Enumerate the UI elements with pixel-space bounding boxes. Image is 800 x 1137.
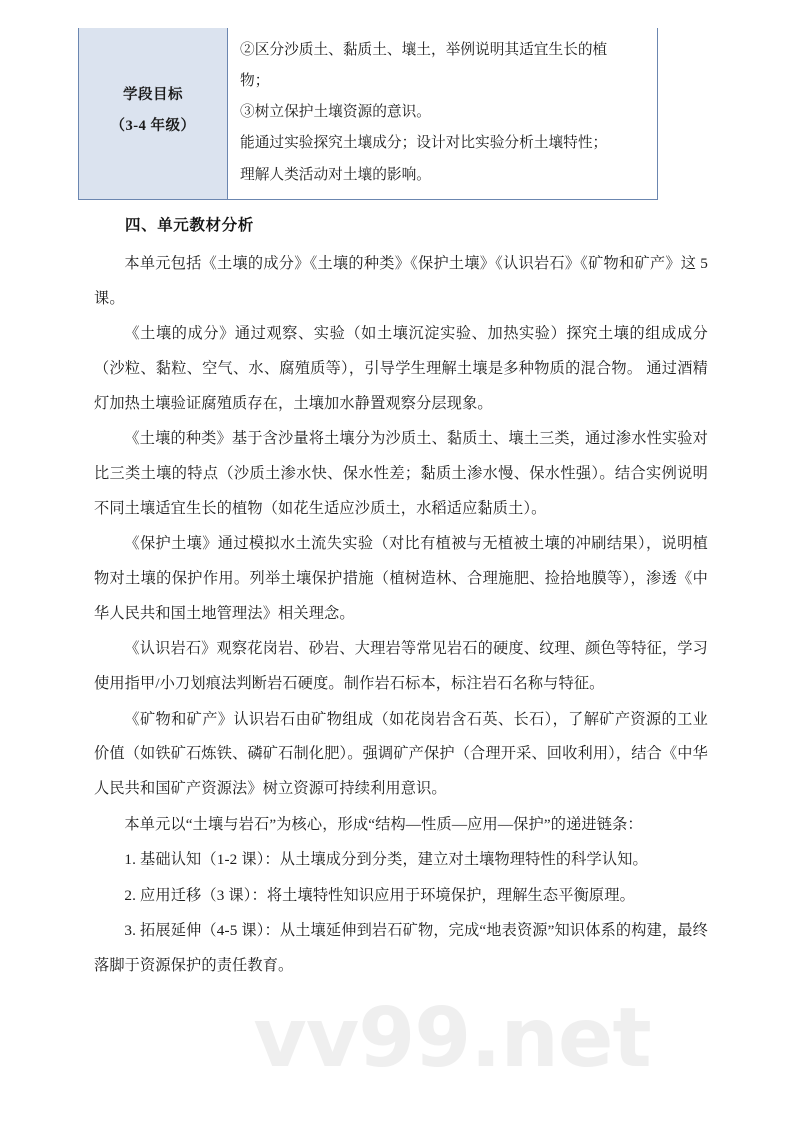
goal-line-1: ②区分沙质土、黏质土、壤土，举例说明其适宜生长的植 bbox=[240, 42, 608, 58]
table-row bbox=[79, 28, 658, 199]
paragraph-soil-types: 《土壤的种类》基于含沙量将土壤分为沙质土、黏质土、壤土三类，通过渗水性实验对比三类土壤的特点（沙质土渗水快、保水性差；黏质土渗水慢、保水性强）。结合实例说明不同土壤适宜生长的植物（如花生适应沙质土，水稻适应黏质土）。 bbox=[94, 430, 708, 517]
chain-item-3: 3. 拓展延伸（4-5 课）：从土壤延伸到岩石矿物，完成“地表资源”知识体系的构建，最终落脚于资源保护的责任教育。 bbox=[94, 922, 708, 975]
stage-goal-table bbox=[78, 28, 658, 200]
goal-line-4: 能通过实验探究土壤成分；设计对比实验分析土壤特性； bbox=[240, 135, 608, 152]
paragraph-chain-lead: 本单元以“土壤与岩石”为核心，形成“结构—性质—应用—保护”的递进链条： bbox=[124, 815, 643, 833]
chain-item-2: 2. 应用迁移（3 课）：将土壤特性知识应用于环境保护，理解生态平衡原理。 bbox=[124, 886, 635, 904]
paragraph-minerals-and-ores: 《矿物和矿产》认识岩石由矿物组成（如花岗岩含石英、长石），了解矿产资源的工业价值（如铁矿石炼铁、磷矿石制化肥）。强调矿产保护（合理开采、回收利用），结合《中华人民共和国矿产资源法》树立资源可持续利用意识。 bbox=[94, 710, 708, 797]
document-body bbox=[94, 210, 708, 984]
goal-line-2: 物； bbox=[240, 73, 270, 90]
chain-item-1: 1. 基础认知（1-2 课）：从土壤成分到分类，建立对土壤物理特性的科学认知。 bbox=[124, 851, 648, 869]
paragraph-soil-composition: 《土壤的成分》通过观察、实验（如土壤沉淀实验、加热实验）探究土壤的组成成分（沙粒、黏粒、空气、水、腐殖质等），引导学生理解土壤是多种物质的混合物。 通过酒精灯加热土壤验证腐殖质存在，土壤加水静置观察分层现象。 bbox=[94, 325, 708, 412]
stage-goal-label-cell bbox=[79, 28, 228, 199]
paragraph-protect-soil: 《保护土壤》通过模拟水土流失实验（对比有植被与无植被土壤的冲刷结果），说明植物对土壤的保护作用。列举土壤保护措施（植树造林、合理施肥、捡拾地膜等），渗透《中华人民共和国土地管理法》相关理念。 bbox=[94, 535, 708, 622]
section-title: 四、单元教材分析 bbox=[125, 217, 254, 234]
site-watermark: vv99.net bbox=[253, 991, 651, 1086]
stage-goal-content-cell bbox=[228, 28, 658, 199]
paragraph-know-rocks: 《认识岩石》观察花岗岩、砂岩、大理岩等常见岩石的硬度、纹理、颜色等特征，学习使用指甲/小刀划痕法判断岩石硬度。制作岩石标本，标注岩石名称与特征。 bbox=[94, 640, 708, 692]
stage-goal-label-line1: 学段目标 bbox=[123, 87, 183, 104]
paragraph-unit-overview: 本单元包括《土壤的成分》《土壤的种类》《保护土壤》《认识岩石》《矿物和矿产》这 5 课。 bbox=[94, 255, 708, 307]
goal-line-5: 理解人类活动对土壤的影响。 bbox=[240, 166, 431, 183]
stage-goal-label-line2: （3-4 年级） bbox=[110, 118, 196, 135]
goal-line-3: ③树立保护土壤资源的意识。 bbox=[240, 104, 431, 121]
